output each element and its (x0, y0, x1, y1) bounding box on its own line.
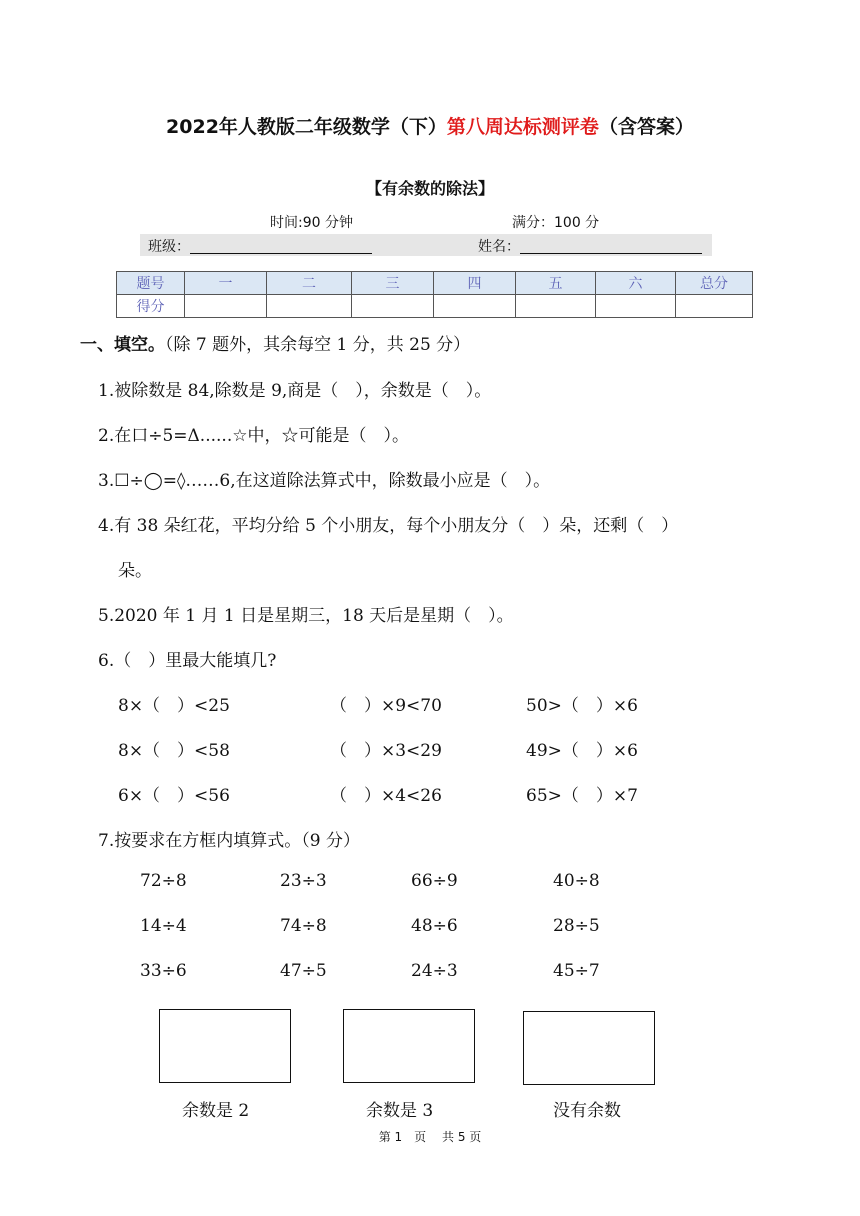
score-cell[interactable] (352, 295, 434, 318)
score-cell[interactable] (516, 295, 596, 318)
question-4-continued: 朵。 (118, 561, 152, 581)
box-label: 余数是 3 (366, 1101, 434, 1121)
question-4: 4.有 38 朵红花，平均分给 5 个小朋友，每个小朋友分（ ）朵，还剩（ ） (98, 516, 679, 536)
q7-expression: 45÷7 (553, 961, 600, 981)
q6-item: 49>（ ）×6 (526, 741, 638, 761)
question-5: 5.2020 年 1 月 1 日是星期三，18 天后是星期（ ）。 (98, 606, 514, 626)
question-6: 6.（ ）里最大能填几? (98, 651, 277, 671)
score-header-cell: 一 (185, 272, 267, 295)
score-cell[interactable] (596, 295, 676, 318)
q6-item: 65>（ ）×7 (526, 786, 638, 806)
q7-expression: 33÷6 (140, 961, 187, 981)
q7-expression: 72÷8 (140, 871, 187, 891)
score-header-cell: 二 (267, 272, 352, 295)
score-cell[interactable] (434, 295, 516, 318)
title-prefix: 2022年人教版二年级数学（下） (166, 116, 447, 138)
document-title (0, 112, 860, 139)
q7-expression: 48÷6 (411, 916, 458, 936)
q7-expression: 74÷8 (280, 916, 327, 936)
score-header-cell: 三 (352, 272, 434, 295)
score-header-cell: 六 (596, 272, 676, 295)
q7-expression: 24÷3 (411, 961, 458, 981)
score-header-cell: 题号 (117, 272, 185, 295)
class-label: 班级： (148, 239, 190, 255)
page-total: 共 5 页 (442, 1130, 482, 1144)
score-header-cell: 总分 (676, 272, 753, 295)
answer-box-no-remainder[interactable] (523, 1011, 655, 1085)
section-heading (80, 330, 470, 355)
q6-item: 6×（ ）<56 (118, 786, 230, 806)
score-header-cell: 四 (434, 272, 516, 295)
q6-item: （ ）×4<26 (330, 786, 442, 806)
name-blank[interactable] (520, 239, 702, 254)
page-footer (0, 1128, 860, 1145)
q7-expression: 23÷3 (280, 871, 327, 891)
question-3: 3.☐÷◯=◊……6,在这道除法算式中，除数最小应是（ ）。 (98, 471, 551, 491)
answer-box-remainder-2[interactable] (159, 1009, 291, 1083)
question-2: 2.在口÷5=Δ......☆中，☆可能是（ ）。 (98, 426, 409, 446)
question-7: 7.按要求在方框内填算式。（9 分） (98, 831, 360, 851)
section-note: （除 7 题外，其余每空 1 分，共 25 分） (165, 335, 471, 355)
score-table (116, 271, 753, 318)
time-limit: 时间:90 分钟 (270, 215, 353, 231)
full-score: 满分：100 分 (512, 215, 600, 231)
q7-expression: 28÷5 (553, 916, 600, 936)
box-label: 没有余数 (553, 1101, 621, 1121)
section-title: 一、填空。 (80, 335, 165, 355)
title-suffix: （含答案） (598, 116, 694, 138)
score-row-label: 得分 (117, 295, 185, 318)
class-blank[interactable] (190, 239, 372, 254)
q6-item: 50>（ ）×6 (526, 696, 638, 716)
q7-expression: 66÷9 (411, 871, 458, 891)
class-field[interactable] (148, 236, 372, 256)
q6-item: （ ）×9<70 (330, 696, 442, 716)
score-header-row (117, 272, 753, 295)
name-label: 姓名： (478, 239, 520, 255)
document-subtitle: 【有余数的除法】 (365, 179, 494, 198)
q6-item: 8×（ ）<25 (118, 696, 230, 716)
q6-item: 8×（ ）<58 (118, 741, 230, 761)
name-field[interactable] (478, 236, 702, 256)
q7-expression: 14÷4 (140, 916, 187, 936)
box-label: 余数是 2 (182, 1101, 250, 1121)
score-header-cell: 五 (516, 272, 596, 295)
score-cell[interactable] (676, 295, 753, 318)
q6-item: （ ）×3<29 (330, 741, 442, 761)
score-cell[interactable] (185, 295, 267, 318)
score-row (117, 295, 753, 318)
page-number: 第 1 页 (378, 1130, 427, 1144)
q7-expression: 40÷8 (553, 871, 600, 891)
score-cell[interactable] (267, 295, 352, 318)
title-highlight: 第八周达标测评卷 (446, 116, 599, 138)
q7-expression: 47÷5 (280, 961, 327, 981)
question-1: 1.被除数是 84,除数是 9,商是（ ），余数是（ ）。 (98, 381, 492, 401)
answer-box-remainder-3[interactable] (343, 1009, 475, 1083)
